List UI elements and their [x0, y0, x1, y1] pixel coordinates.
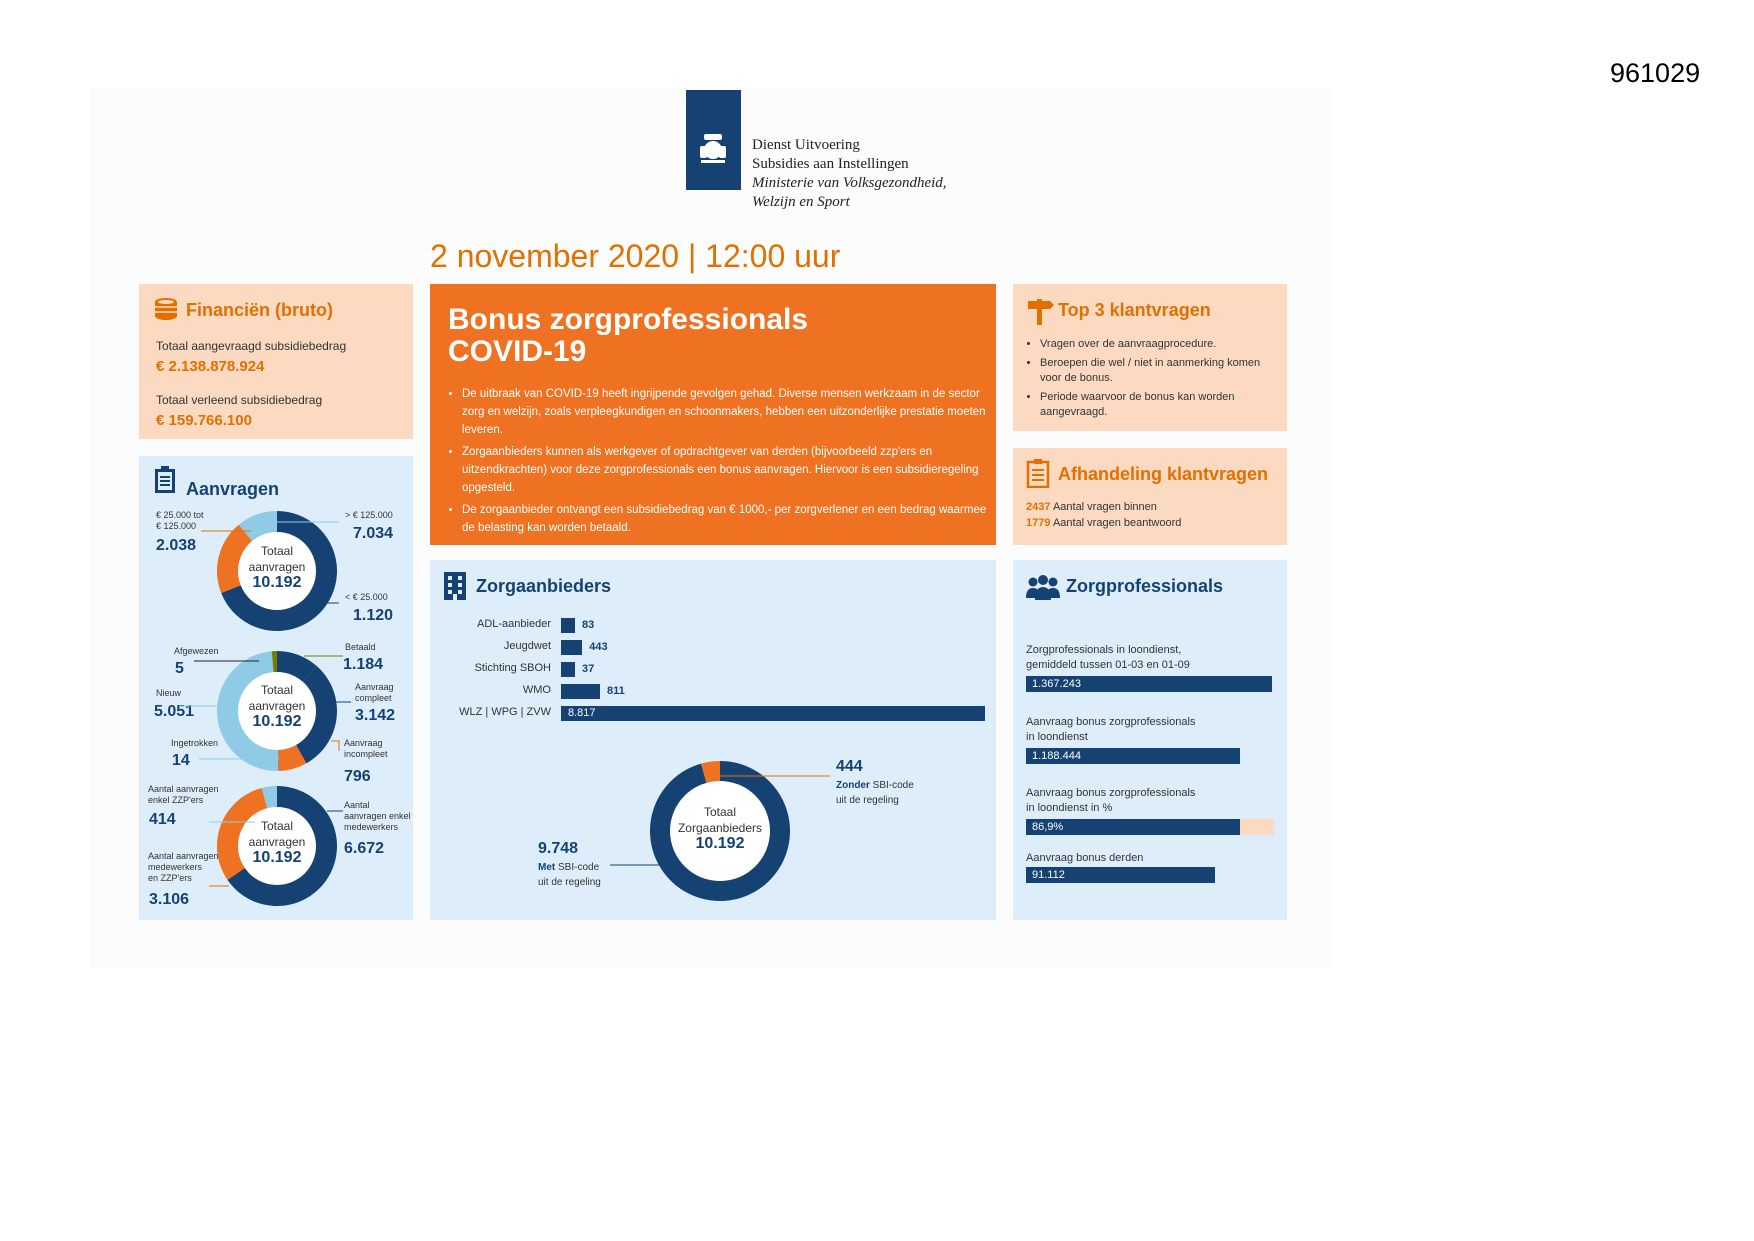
zp-label-line2: in loondienst in % — [1026, 802, 1113, 814]
bar-label: ADL-aanbieder — [477, 618, 551, 630]
crest-icon — [686, 90, 741, 190]
bar-value: 37 — [582, 663, 595, 675]
zp-label-line2: in loondienst — [1026, 731, 1088, 743]
label-compleet-line1: Aanvraag — [355, 682, 394, 692]
label-enkel-mw-line2: aanvragen enkel — [344, 811, 411, 821]
zorgprofessionals-panel — [1013, 560, 1287, 920]
document-id: 961029 — [1610, 58, 1701, 88]
label-afgewezen: Afgewezen — [174, 646, 219, 656]
financien-title: Financiën (bruto) — [186, 300, 333, 320]
zp-bar: 91.112 — [1026, 867, 1215, 883]
aanvragen-panel — [139, 456, 413, 920]
met-rest: SBI-code — [555, 862, 600, 873]
label-25k-125k-line1: € 25.000 tot — [156, 510, 204, 520]
rijksoverheid-logo — [686, 90, 741, 190]
met-sbi-value: 9.748 — [538, 840, 579, 857]
zonder-rest: SBI-code — [869, 780, 914, 791]
center-label-2: aanvragen — [248, 835, 306, 849]
zonder-sbi-value: 444 — [836, 758, 863, 775]
people-icon — [1025, 574, 1061, 600]
donut-type-leaders — [139, 456, 413, 920]
financien-panel — [139, 284, 413, 439]
top3-item-1: • Vragen over de aanvraagprocedure. — [1040, 337, 1280, 352]
label-lt-25k: < € 25.000 — [345, 592, 388, 602]
zonder-line2: uit de regeling — [836, 795, 899, 806]
zp-bar: 1.188.444 — [1026, 748, 1240, 764]
bonus-bullet-1: • De uitbraak van COVID-19 heeft ingrijpende gevolgen gehad. Diverse mensen werkzaam in de sector zorg en welzijn, zoals verpleegkundigen en schoonmakers, hebben een uitzonderlijke prestatie moeten leveren. — [462, 385, 992, 439]
aanvragen-title: Aanvragen — [186, 479, 280, 499]
label-25k-125k-line2: € 125.000 — [156, 521, 197, 531]
bonus-title-line2: COVID-19 — [448, 335, 587, 368]
center-label-1: Totaal — [260, 819, 294, 833]
bar-value: 811 — [607, 685, 625, 697]
vragen-binnen-label: Aantal vragen binnen — [1052, 501, 1157, 513]
bar-label: Stichting SBOH — [474, 662, 551, 674]
label-gt-125k: > € 125.000 — [345, 510, 393, 520]
label-incompleet-line1: Aanvraag — [344, 738, 383, 748]
zorgaanbieders-title: Zorgaanbieders — [476, 576, 612, 596]
center-total: 10.192 — [252, 713, 302, 730]
value-mix: 3.106 — [149, 891, 190, 908]
zp-label-line1: Zorgprofessionals in loondienst, — [1026, 644, 1182, 656]
zp-label-line1: Aanvraag bonus zorgprofessionals — [1026, 716, 1196, 728]
zp-label — [1026, 786, 1195, 816]
label-betaald: Betaald — [345, 642, 376, 652]
bar-value: 443 — [589, 641, 608, 653]
value-nieuw: 5.051 — [154, 703, 195, 720]
vragen-beantwoord-value: 1779 — [1026, 517, 1051, 529]
label-enkel-mw-line1: Aantal — [344, 800, 370, 810]
top3-item-3: • Periode waarvoor de bonus kan worden aangevraagd. — [1040, 390, 1280, 420]
vragen-binnen-value: 2437 — [1026, 501, 1051, 513]
value-25k-125k: 2.038 — [156, 537, 197, 554]
label-ingetrokken: Ingetrokken — [171, 738, 219, 748]
zorgprofessionals-title: Zorgprofessionals — [1066, 576, 1224, 596]
zonder-bold: Zonder — [836, 780, 870, 791]
value-afgewezen: 5 — [175, 660, 184, 677]
afhandeling-panel — [1013, 448, 1287, 545]
label-incompleet-line2: incompleet — [344, 749, 388, 759]
value-incompleet: 796 — [344, 768, 371, 785]
signpost-icon — [1026, 295, 1054, 325]
date-heading: 2 november 2020 | 12:00 uur — [430, 238, 841, 274]
value-enkel-zzp: 414 — [149, 811, 176, 828]
value-lt-25k: 1.120 — [353, 607, 394, 624]
label-mix-line3: en ZZP'ers — [148, 873, 192, 883]
label-enkel-zzp-line1: Aantal aanvragen — [148, 784, 219, 794]
center-total: 10.192 — [252, 574, 302, 591]
bonus-bullets — [448, 385, 992, 541]
vragen-beantwoord-row — [1026, 517, 1181, 529]
center-total: 10.192 — [695, 835, 745, 852]
value-compleet: 3.142 — [355, 707, 396, 724]
zp-label — [1026, 715, 1195, 745]
bar-value: 83 — [582, 619, 595, 631]
logo-wordmark — [752, 136, 947, 212]
zp-bar: 1.367.243 — [1026, 676, 1272, 692]
center-label-1: Totaal — [260, 544, 294, 558]
met-bold: Met — [538, 862, 556, 873]
zorgaanbieders-panel — [430, 560, 996, 920]
vragen-binnen-row — [1026, 501, 1157, 513]
logo-line-3: Ministerie van Volksgezondheid, — [752, 175, 947, 191]
center-label-1: Totaal — [703, 805, 737, 819]
logo-line-2: Subsidies aan Instellingen — [752, 156, 909, 172]
coins-icon — [153, 296, 179, 322]
zonder-sbi-label — [836, 778, 914, 808]
zp-bar: 86,9% — [1026, 819, 1240, 835]
bar-label: WLZ | WPG | ZVW — [459, 706, 551, 718]
bonus-title — [448, 304, 808, 368]
value-gt-125k: 7.034 — [353, 525, 394, 542]
verleend-label: Totaal verleend subsidiebedrag — [156, 393, 323, 407]
bonus-bullet-2: • Zorgaanbieders kunnen als werkgever of opdrachtgever van derden (bijvoorbeeld zzp'ers en uitzendkrachten) voor deze zorgprofessionals een bonus aanvragen. Hiervoor is een subsidieregeling opgesteld. — [462, 443, 992, 497]
zp-label-line2: gemiddeld tussen 01-03 en 01-09 — [1026, 659, 1190, 671]
value-enkel-medewerkers: 6.672 — [344, 840, 385, 857]
center-label-1: Totaal — [260, 683, 294, 697]
zp-label — [1026, 851, 1143, 866]
center-total: 10.192 — [252, 849, 302, 866]
zp-label — [1026, 643, 1190, 673]
bonus-panel — [430, 284, 996, 545]
bonus-bullet-3: • De zorgaanbieder ontvangt een subsidiebedrag van € 1000,- per zorgverlener en een bedrag waarmee de belasting kan worden betaald. — [462, 501, 992, 537]
zp-label-line1: Aanvraag bonus zorgprofessionals — [1026, 787, 1196, 799]
verleend-value: € 159.766.100 — [156, 412, 252, 429]
label-nieuw: Nieuw — [156, 688, 182, 698]
top3-title: Top 3 klantvragen — [1058, 300, 1211, 320]
zp-label-line1: Aanvraag bonus derden — [1026, 852, 1144, 864]
label-compleet-line2: compleet — [355, 693, 392, 703]
checklist-icon — [1026, 458, 1050, 488]
center-label-2: aanvragen — [248, 699, 306, 713]
logo-line-1: Dienst Uitvoering — [752, 137, 860, 153]
center-label-2: aanvragen — [248, 560, 306, 574]
aangevraagd-label: Totaal aangevraagd subsidiebedrag — [156, 339, 347, 353]
aangevraagd-value: € 2.138.878.924 — [156, 358, 265, 375]
bar-label: Jeugdwet — [503, 640, 551, 652]
met-line2: uit de regeling — [538, 877, 601, 888]
label-enkel-mw-line3: medewerkers — [344, 822, 399, 832]
donut-sbi-leaders — [430, 560, 996, 920]
label-enkel-zzp-line2: enkel ZZP'ers — [148, 795, 204, 805]
vragen-beantwoord-label: Aantal vragen beantwoord — [1052, 517, 1182, 529]
afhandeling-title: Afhandeling klantvragen — [1058, 464, 1269, 484]
top3-list — [1026, 337, 1280, 424]
bar-value: 8.817 — [568, 707, 596, 719]
logo-line-4: Welzijn en Sport — [752, 194, 850, 210]
top3-item-2: • Beroepen die wel / niet in aanmerking komen voor de bonus. — [1040, 356, 1280, 386]
met-sbi-label — [538, 860, 601, 890]
bar-label: WMO — [522, 684, 551, 696]
top3-panel — [1013, 284, 1287, 431]
value-ingetrokken: 14 — [172, 752, 190, 769]
label-mix-line1: Aantal aanvragen — [148, 851, 219, 861]
value-betaald: 1.184 — [343, 656, 384, 673]
center-label-2: Zorgaanbieders — [677, 821, 763, 835]
label-mix-line2: medewerkers — [148, 862, 203, 872]
bonus-title-line1: Bonus zorgprofessionals — [448, 303, 809, 336]
